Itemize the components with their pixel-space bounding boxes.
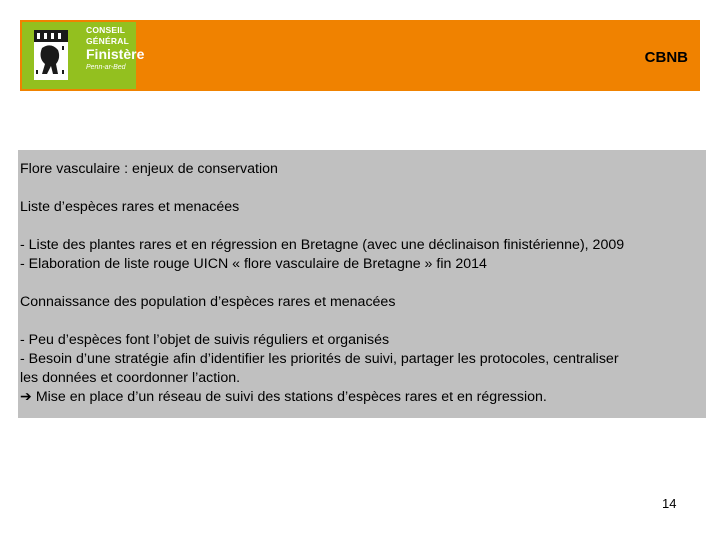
section1-bullet-2: - Elaboration de liste rouge UICN « flore vasculaire de Bretagne » fin 2014 <box>20 256 487 272</box>
section2-conclusion <box>20 388 547 407</box>
logo-line-general: GÉNÉRAL <box>86 35 129 46</box>
header-title: CBNB <box>644 49 688 66</box>
page-number: 14 <box>662 496 677 511</box>
section2-bullet-2: - Besoin d’une stratégie afin d’identifier les priorités de suivi, partager les protocoles, centraliser <box>20 351 619 367</box>
logo-line-conseil: CONSEIL <box>86 25 126 35</box>
right-arrow-icon: ➔ <box>20 389 32 405</box>
section1-bullet-1: - Liste des plantes rares et en régression en Bretagne (avec une déclinaison finistérienne), 2009 <box>20 237 625 253</box>
header-bar <box>20 20 700 91</box>
section1-title: Liste d’espèces rares et menacées <box>20 199 240 215</box>
logo-line-penn-ar-bed: Penn-ar-Bed <box>86 64 126 71</box>
logo-text <box>86 26 144 71</box>
section2-bullet-2-cont: les données et coordonner l’action. <box>20 370 241 386</box>
section2-title: Connaissance des population d’espèces rares et menacées <box>20 294 396 310</box>
main-heading: Flore vasculaire : enjeux de conservation <box>20 161 278 177</box>
content-box <box>18 150 706 418</box>
shield-icon <box>34 30 68 80</box>
section2-bullet-1: - Peu d’espèces font l’objet de suivis réguliers et organisés <box>20 332 390 348</box>
logo-line-finistere: Finistère <box>86 46 145 62</box>
conseil-general-finistere-logo <box>22 22 145 89</box>
section2-conclusion-text: Mise en place d’un réseau de suivi des stations d’espèces rares et en régression. <box>31 389 547 405</box>
